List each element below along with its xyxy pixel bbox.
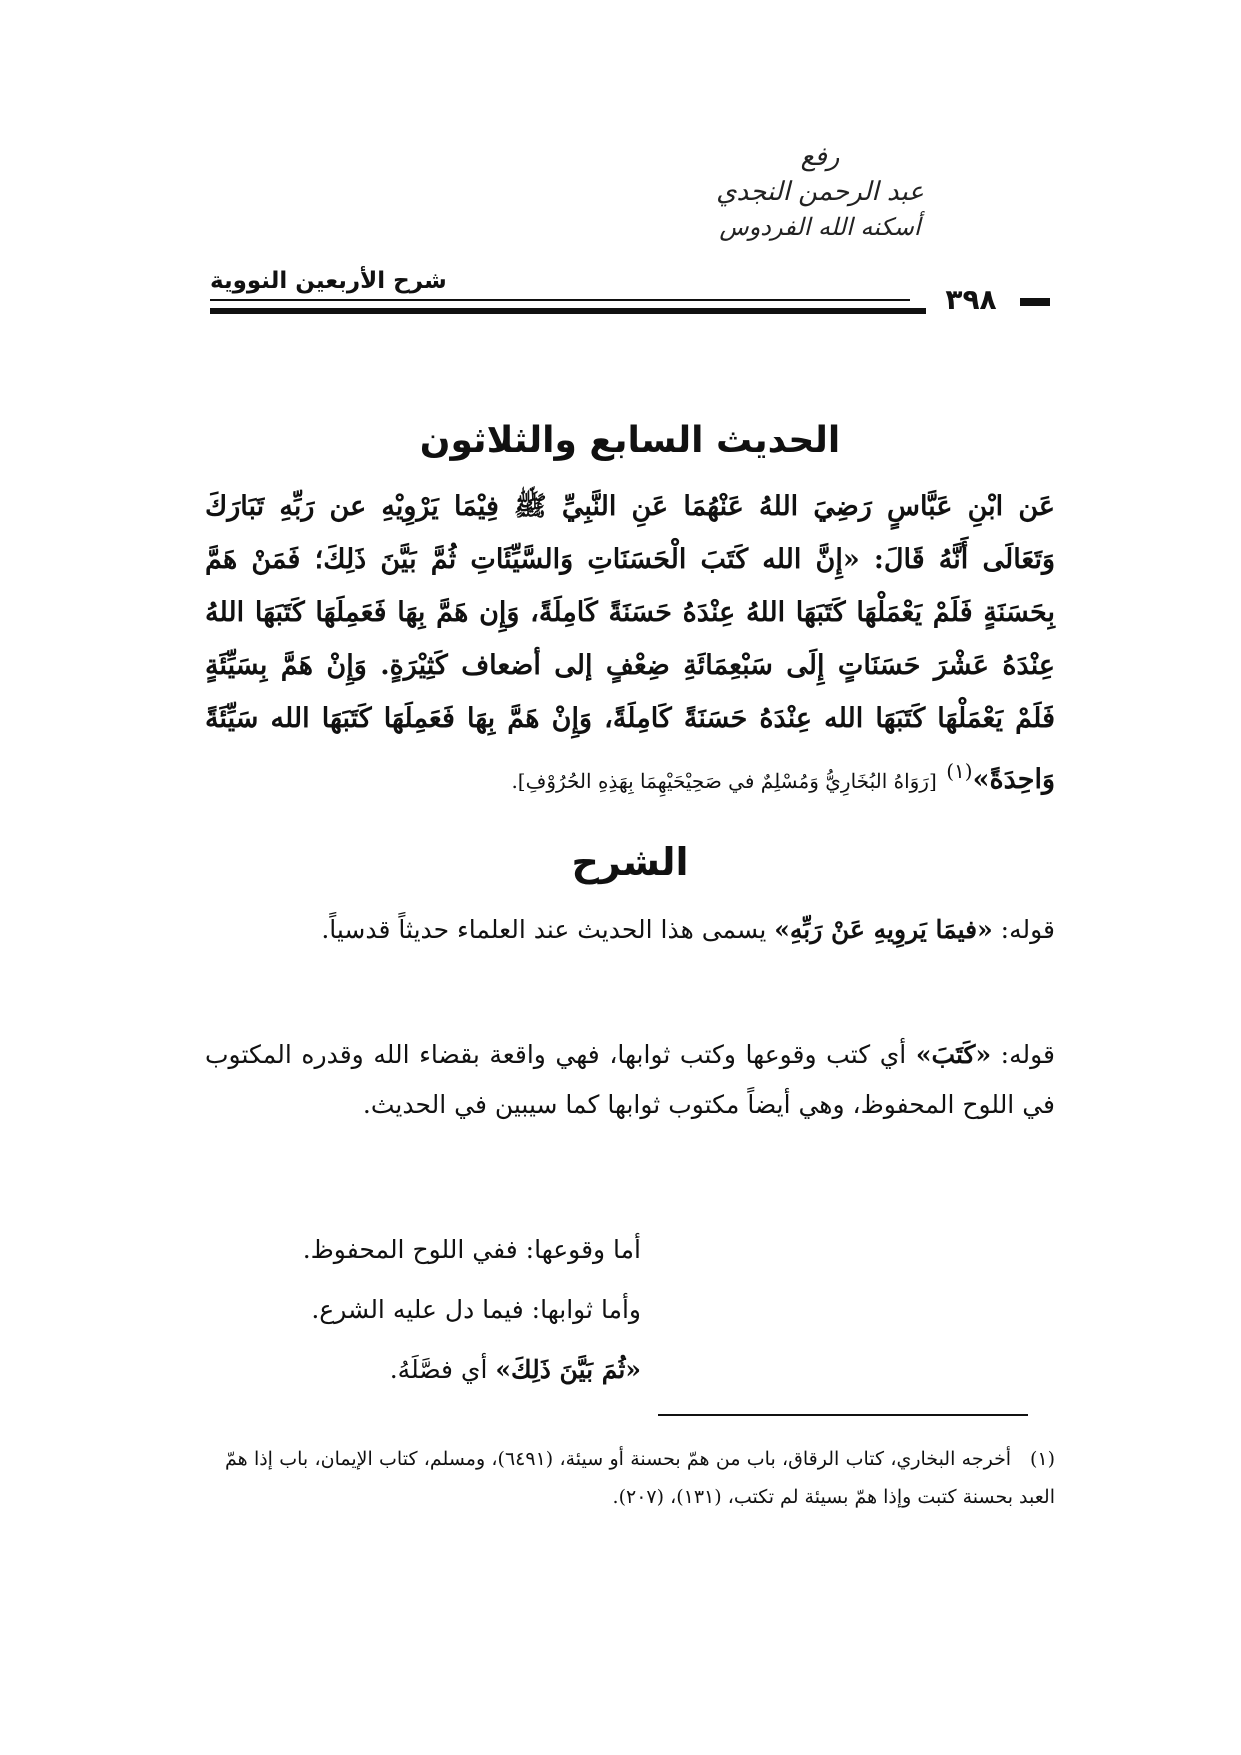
header-rule-thick xyxy=(210,308,935,314)
footnote-number: (١) xyxy=(1029,1448,1055,1470)
stamp-line-3: أسكنه الله الفردوس xyxy=(719,213,921,241)
footnote-marker: (١) xyxy=(946,759,973,783)
p2-quote: «كَتَبَ» xyxy=(915,1040,992,1069)
p1-lead: قوله: xyxy=(992,915,1055,944)
line3-quote: «ثُمَ بَيَّنَ ذَلِكَ» xyxy=(495,1355,641,1384)
commentary-title: الشرح xyxy=(571,840,689,884)
p2-rest: أي كتب وقوعها وكتب ثوابها، فهي واقعة بقضاء الله وقدره المكتوب في اللوح المحفوظ، وهي أيضاً مكتوب ثوابها كما سيبين في الحديث. xyxy=(205,1040,1055,1119)
commentary-line-2: وأما ثوابها: فيما دل عليه الشرع. xyxy=(311,1295,641,1324)
footnote xyxy=(225,1440,1055,1516)
hadith-reference: [رَوَاهُ البُخَارِيُّ وَمُسْلِمٌ في صَحِيْحَيْهِمَا بِهَذِهِ الحُرُوْفِ]. xyxy=(511,769,937,793)
p1-quote: «فيمَا يَروِيهِ عَنْ رَبِّهِ» xyxy=(774,915,993,944)
footnote-text: أخرجه البخاري، كتاب الرقاق، باب من همّ بحسنة أو سيئة، (٦٤٩١)، ومسلم، كتاب الإيمان، باب إذا همّ العبد بحسنة كتبت وإذا همّ بسيئة لم تكتب، (١٣١)، (٢٠٧). xyxy=(225,1448,1055,1508)
running-title: شرح الأربعين النووية xyxy=(210,268,447,294)
hadith-title: الحديث السابع والثلاثون xyxy=(419,420,841,461)
p2-lead: قوله: xyxy=(991,1040,1055,1069)
page-number: ٣٩٨ xyxy=(926,284,1016,314)
commentary-paragraph-2 xyxy=(205,1030,1055,1130)
header-rule-thin xyxy=(210,299,910,301)
commentary-line-3 xyxy=(390,1345,641,1395)
commentary-paragraph-1 xyxy=(205,905,1055,955)
hadith-text-block xyxy=(205,480,1055,808)
footnote-separator xyxy=(658,1414,1028,1416)
hadith-text: عَن ابْنِ عَبَّاسٍ رَضِيَ اللهُ عَنْهُمَا عَنِ النَّبِيِّ ﷺ فِيْمَا يَرْوِيْهِ عن رَبِّهِ تَبَارَكَ وَتَعَالَى أَنَّهُ قَالَ: «إِنَّ الله كَتَبَ الْحَسَنَاتِ وَالسَّيِّئَاتِ ثُمَّ بَيَّنَ ذَلِكَ؛ فَمَنْ هَمَّ بِحَسَنَةٍ فَلَمْ يَعْمَلْهَا كَتَبَهَا اللهُ عِنْدَهُ حَسَنَةً كَامِلَةً، وَإِن هَمَّ بِهَا فَعَمِلَهَا كَتَبَهَا اللهُ عِنْدَهُ عَشْرَ حَسَنَاتٍ إِلَى سَبْعِمَائَةِ ضِعْفٍ إلى أضعاف كَثِيْرَةٍ. وَإِنْ هَمَّ بِسَيِّئَةٍ فَلَمْ يَعْمَلْهَا كَتَبَهَا الله عِنْدَهُ حَسَنَةً كَامِلَةً، وَإِنْ هَمَّ بِهَا فَعَمِلَهَا كَتَبَهَا الله سَيِّئَةً وَاحِدَةً» xyxy=(205,491,1055,795)
line3-rest: أي فصَّلَهُ. xyxy=(389,1355,496,1384)
commentary-line-1: أما وقوعها: ففي اللوح المحفوظ. xyxy=(302,1235,641,1264)
owner-stamp xyxy=(700,140,940,244)
stamp-line-1: رفع xyxy=(800,142,840,172)
page-number-bar xyxy=(1020,298,1050,306)
p1-rest: يسمى هذا الحديث عند العلماء حديثاً قدسياً. xyxy=(321,915,775,944)
stamp-line-2: عبد الرحمن النجدي xyxy=(716,177,924,207)
